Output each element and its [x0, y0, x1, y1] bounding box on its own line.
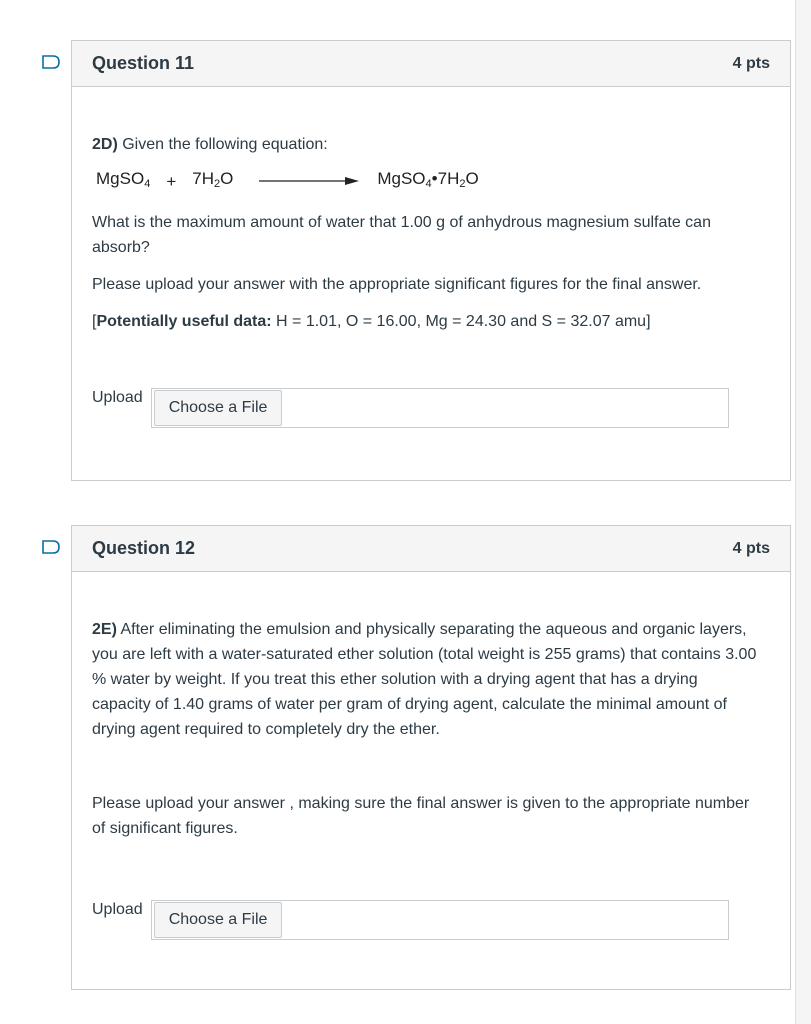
plus-sign: +: [166, 171, 177, 191]
question-prompt: [92, 132, 760, 157]
prompt-intro: Given the following equation:: [117, 136, 328, 153]
question-text: What is the maximum amount of water that 1.00 g of anhydrous magnesium sulfate can absorb?: [92, 214, 711, 256]
prompt-label: 2D): [92, 136, 118, 153]
question-points: 4 pts: [732, 539, 770, 557]
question-prompt: [92, 617, 760, 742]
flag-question-11-icon[interactable]: [42, 55, 60, 69]
file-upload-field[interactable]: [151, 900, 729, 940]
useful-data-values: H = 1.01, O = 16.00, Mg = 24.30 and S = 32.07 amu]: [271, 313, 651, 330]
question-points: 4 pts: [732, 54, 770, 72]
upload-row: [92, 900, 760, 940]
upload-row: [92, 388, 760, 428]
flag-question-12-icon[interactable]: [42, 540, 60, 554]
question-instruction: Please upload your answer with the appropriate significant figures for the final answer.: [92, 276, 702, 293]
scrollbar-track[interactable]: [795, 0, 811, 1024]
useful-data: [Potentially useful data: H = 1.01, O = 16.00, Mg = 24.30 and S = 32.07 amu]: [92, 313, 651, 330]
question-12-card: [71, 525, 791, 990]
question-instruction: Please upload your answer , making sure the final answer is given to the appropriate number of significant figures.: [92, 795, 750, 837]
question-title: Question 11: [92, 53, 195, 73]
reactant-water: $7H_2O$: [192, 168, 234, 190]
reaction-arrow-icon: [259, 175, 359, 187]
prompt-label: 2E): [92, 621, 117, 638]
upload-label: Upload: [92, 901, 143, 918]
question-12-header: [72, 526, 790, 572]
reactant-mgso4: MgSO$_4$: [96, 168, 151, 190]
chemical-equation: [96, 166, 760, 196]
upload-label: Upload: [92, 389, 143, 406]
question-11-header: [72, 41, 790, 87]
choose-file-button[interactable]: Choose a File: [154, 902, 283, 938]
question-12-body: [72, 572, 790, 940]
question-title: Question 12: [92, 538, 196, 558]
useful-data-label: Potentially useful data:: [96, 313, 272, 330]
product-hydrate: $MgSO_4•7H_2O$: [377, 168, 479, 190]
question-11-card: [71, 40, 791, 481]
file-upload-field[interactable]: [151, 388, 729, 428]
choose-file-button[interactable]: Choose a File: [154, 390, 283, 426]
prompt-text: After eliminating the emulsion and physically separating the aqueous and organic layers, you are left with a water-saturated ether solution (total weight is 255 grams) that contains 3.00 % water by weight. If you treat this ether solution with a drying agent that has a drying capacity of 1.40 grams of water per gram of drying agent, calculate the minimal amount of drying agent required to completely dry the ether.: [92, 621, 757, 738]
question-11-body: [72, 87, 790, 428]
